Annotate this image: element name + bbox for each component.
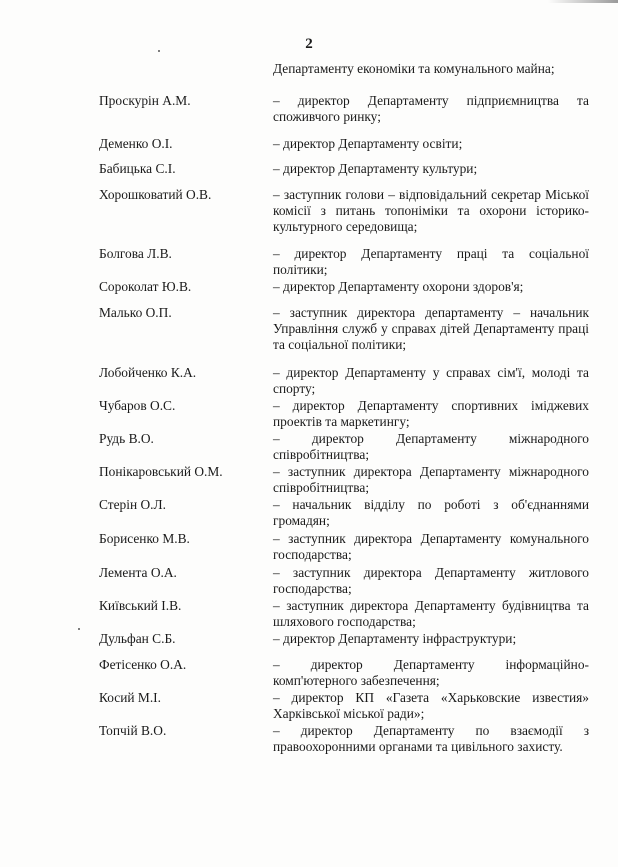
person-name: Деменко О.І.	[99, 136, 173, 151]
person-position: – директор Департаменту міжнародного співробітництва;	[273, 431, 589, 462]
person-position: – директор Департаменту у справах сім'ї, молоді та спорту;	[273, 365, 589, 396]
person-name: Топчій В.О.	[99, 723, 167, 738]
person-position: – директор КП «Газета «Харьковские известия» Харківської міської ради»;	[273, 690, 589, 721]
person-position: – директор Департаменту освіти;	[273, 136, 463, 151]
person-position: – директор Департаменту культури;	[273, 161, 478, 176]
person-name: Проскурін А.М.	[99, 93, 191, 108]
person-position: – заступник директора Департаменту житлового господарства;	[273, 565, 589, 596]
person-name: Малько О.П.	[99, 305, 172, 320]
person-name: Рудь В.О.	[99, 431, 154, 446]
person-name: Дульфан С.Б.	[99, 631, 176, 646]
person-name: Лобойченко К.А.	[99, 365, 197, 380]
person-name: Чубаров О.С.	[99, 398, 176, 413]
intro-line: Департаменту економіки та комунального майна;	[273, 61, 555, 76]
person-position: – заступник директора Департаменту міжнародного співробітництва;	[273, 464, 589, 495]
person-name: Лемента О.А.	[99, 565, 177, 580]
person-position: – заступник директора департаменту – начальник Управління служб у справах дітей Департаменту праці та соціальної політики;	[273, 305, 589, 352]
person-name: Косий М.І.	[99, 690, 161, 705]
person-position: – директор Департаменту спортивних іміджевих проектів та маркетингу;	[273, 398, 589, 429]
person-name: Стерін О.Л.	[99, 497, 166, 512]
person-name: Борисенко М.В.	[99, 531, 190, 546]
person-name: Хорошковатий О.В.	[99, 187, 212, 202]
person-position: – директор Департаменту інформаційно-комп'ютерного забезпечення;	[273, 657, 589, 688]
person-name: Київський І.В.	[99, 598, 182, 613]
person-name: Фетісенко О.А.	[99, 657, 187, 672]
person-position: – заступник директора Департаменту будівництва та шляхового господарства;	[273, 598, 589, 629]
person-name: Бабицька С.І.	[99, 161, 176, 176]
person-name: Болгова Л.В.	[99, 246, 172, 261]
person-position: – директор Департаменту по взаємодії з правоохоронними органами та цивільного захисту.	[273, 723, 589, 754]
page-number: 2	[305, 36, 313, 52]
person-position: – начальник відділу по роботі з об'єднаннями громадян;	[273, 497, 589, 528]
person-position: – директор Департаменту підприємництва та споживчого ринку;	[273, 93, 589, 124]
person-position: – директор Департаменту праці та соціальної політики;	[273, 246, 589, 277]
scan-edge-mark	[548, 0, 618, 3]
person-position: – директор Департаменту охорони здоров'я;	[273, 279, 524, 294]
person-position: – директор Департаменту інфраструктури;	[273, 631, 517, 646]
person-position: – заступник директора Департаменту комунального господарства;	[273, 531, 589, 562]
person-name: Понікаровський О.М.	[99, 464, 223, 479]
scan-speck	[78, 628, 80, 630]
person-name: Сороколат Ю.В.	[99, 279, 192, 294]
person-position: – заступник голови – відповідальний секретар Міської комісії з питань топоніміки та охорони історико-культурного середовища;	[273, 187, 589, 234]
